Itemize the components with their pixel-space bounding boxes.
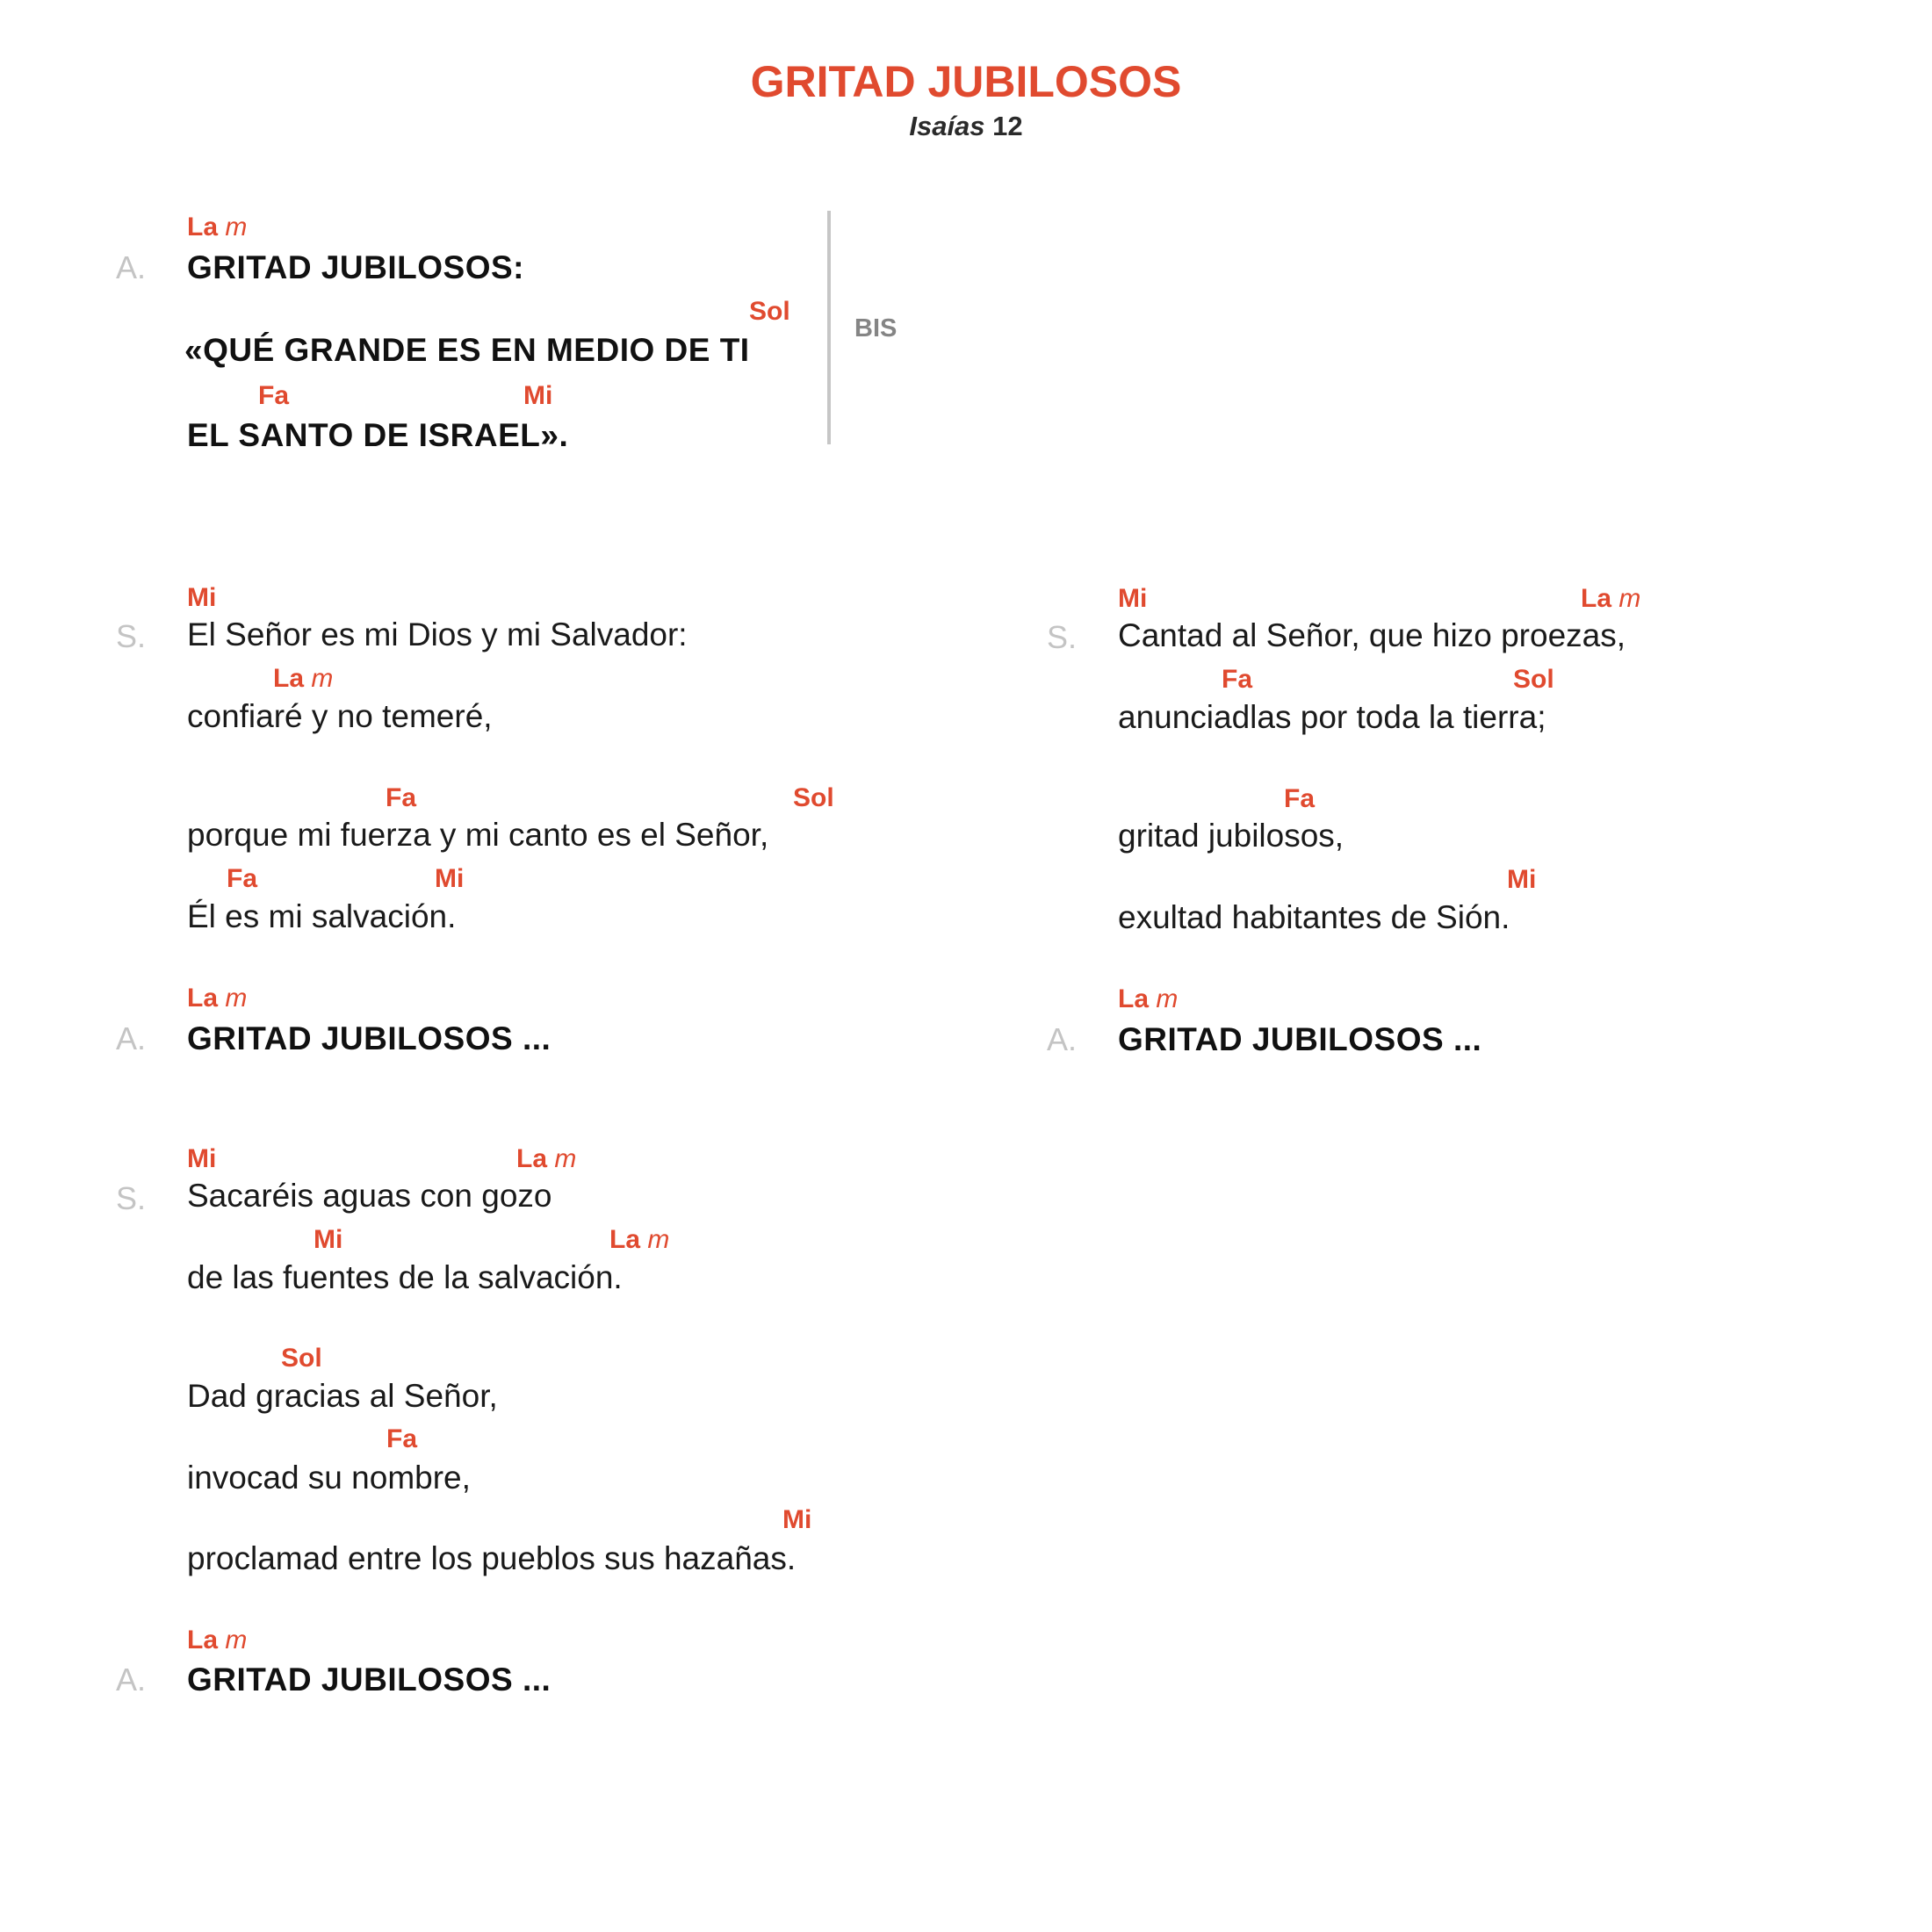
- refrain-line: EL SANTO DE ISRAEL».: [187, 417, 569, 453]
- chord: Mi: [1118, 584, 1148, 613]
- chord: Sol: [793, 783, 834, 812]
- refrain-marker: A.: [1047, 1021, 1078, 1057]
- chord: Mi: [782, 1505, 812, 1534]
- refrain-marker: A.: [116, 1020, 147, 1056]
- reference-chapter: 12: [992, 111, 1023, 141]
- chord: Mi: [187, 1144, 217, 1173]
- refrain-repeat: GRITAD JUBILOSOS ...: [187, 1662, 551, 1698]
- lyric-line: Cantad al Señor, que hizo proezas,: [1118, 617, 1626, 653]
- stanza-marker: S.: [1047, 619, 1078, 655]
- chord: La m: [516, 1144, 577, 1173]
- lyric-line: confiaré y no temeré,: [187, 698, 493, 734]
- refrain-repeat: GRITAD JUBILOSOS ...: [187, 1020, 551, 1056]
- refrain-marker: A.: [116, 1662, 147, 1698]
- chord: Sol: [281, 1344, 322, 1373]
- refrain-marker: A.: [116, 249, 147, 285]
- chord: Fa: [1222, 665, 1253, 694]
- chord: La m: [273, 664, 334, 693]
- lyric-line: Dad gracias al Señor,: [187, 1378, 498, 1414]
- chord: La m: [187, 1626, 248, 1654]
- chord: Fa: [386, 1424, 418, 1453]
- refrain-repeat: GRITAD JUBILOSOS ...: [1118, 1021, 1482, 1057]
- chord: Mi: [1507, 865, 1537, 894]
- chord: La m: [1118, 984, 1179, 1013]
- reference-book: Isaías: [909, 111, 985, 141]
- chord: La m: [609, 1225, 670, 1254]
- lyric-line: Él es mi salvación.: [187, 898, 457, 934]
- stanza-marker: S.: [116, 1180, 147, 1216]
- lyric-line: proclamad entre los pueblos sus hazañas.: [187, 1540, 797, 1576]
- bis-label: BIS: [854, 314, 898, 342]
- chord: La m: [187, 213, 248, 242]
- scripture-reference: [0, 111, 1932, 142]
- lyric-line: de las fuentes de la salvación.: [187, 1259, 623, 1295]
- refrain-line: «QUÉ GRANDE ES EN MEDIO DE TI: [184, 332, 750, 368]
- refrain-line: GRITAD JUBILOSOS:: [187, 249, 524, 285]
- chord: Fa: [258, 381, 290, 410]
- stanza-marker: S.: [116, 618, 147, 654]
- chord: Sol: [749, 297, 790, 326]
- chord: Mi: [435, 864, 465, 893]
- lyric-line: Sacaréis aguas con gozo: [187, 1178, 552, 1214]
- lyric-line: porque mi fuerza y mi canto es el Señor,: [187, 817, 769, 853]
- chord: Fa: [227, 864, 258, 893]
- chord: Mi: [523, 381, 553, 410]
- lyric-line: anunciadlas por toda la tierra;: [1118, 699, 1546, 735]
- chord: Mi: [314, 1225, 343, 1254]
- bis-bracket-line: [827, 211, 831, 444]
- song-title: GRITAD JUBILOSOS: [750, 57, 1182, 106]
- chord: Sol: [1513, 665, 1554, 694]
- lyric-line: invocad su nombre,: [187, 1460, 471, 1496]
- chord: Mi: [187, 583, 217, 612]
- chord: Fa: [1284, 784, 1316, 813]
- lyric-line: gritad jubilosos,: [1118, 818, 1344, 854]
- lyric-line: exultad habitantes de Sión.: [1118, 899, 1510, 935]
- chord: La m: [1581, 584, 1641, 613]
- chord: La m: [187, 984, 248, 1013]
- chord: Fa: [386, 783, 417, 812]
- lyric-line: El Señor es mi Dios y mi Salvador:: [187, 616, 688, 652]
